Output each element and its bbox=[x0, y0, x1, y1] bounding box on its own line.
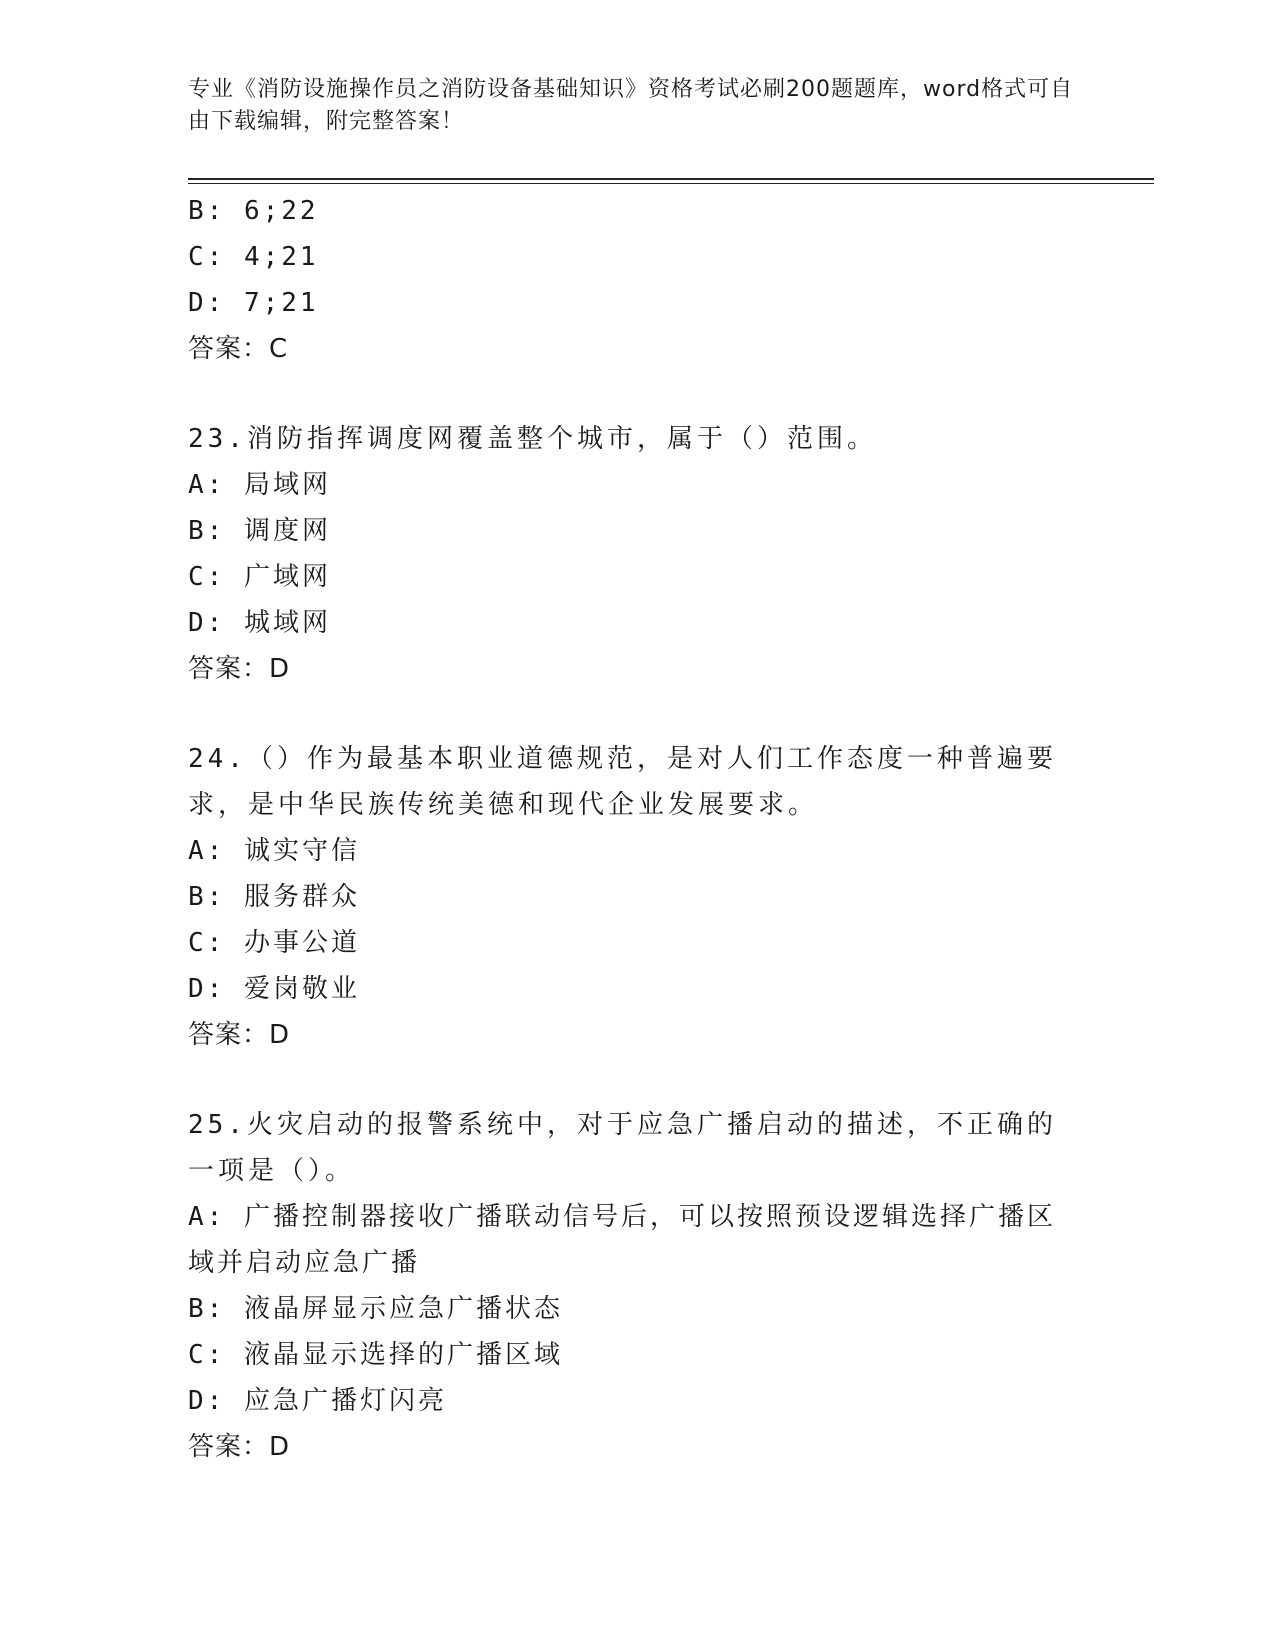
answer: 答案：D bbox=[188, 654, 291, 684]
option-b: B: 6;22 bbox=[188, 196, 319, 226]
option-c: C: 办事公道 bbox=[188, 928, 360, 958]
option-b: B: 调度网 bbox=[188, 516, 331, 546]
document-header: 专业《消防设施操作员之消防设备基础知识》资格考试必刷200题题库，word格式可自由下载编辑，附完整答案！ bbox=[188, 77, 1074, 134]
answer: 答案：D bbox=[188, 1020, 291, 1050]
question-24 bbox=[188, 736, 1078, 1058]
header-rule-thick bbox=[188, 178, 1154, 180]
question-text: 23.消防指挥调度网覆盖整个城市，属于（）范围。 bbox=[188, 424, 877, 454]
partial-question bbox=[188, 188, 1078, 372]
option-a: A: 诚实守信 bbox=[188, 836, 360, 866]
option-b: B: 服务群众 bbox=[188, 882, 360, 912]
option-a: A: 广播控制器接收广播联动信号后，可以按照预设逻辑选择广播区域并启动应急广播 bbox=[188, 1202, 1056, 1278]
option-a: A: 局域网 bbox=[188, 470, 331, 500]
option-d: D: 应急广播灯闪亮 bbox=[188, 1386, 447, 1416]
answer: 答案：D bbox=[188, 1432, 291, 1462]
question-content bbox=[188, 188, 1078, 1470]
answer: 答案：C bbox=[188, 334, 289, 364]
header-rule-thin bbox=[188, 183, 1154, 184]
option-d: D: 7;21 bbox=[188, 288, 319, 318]
option-b: B: 液晶屏显示应急广播状态 bbox=[188, 1294, 563, 1324]
option-c: C: 4;21 bbox=[188, 242, 319, 272]
option-c: C: 液晶显示选择的广播区域 bbox=[188, 1340, 563, 1370]
question-text: 25.火灾启动的报警系统中，对于应急广播启动的描述，不正确的一项是（）。 bbox=[188, 1110, 1057, 1186]
option-c: C: 广域网 bbox=[188, 562, 331, 592]
option-d: D: 爱岗敬业 bbox=[188, 974, 360, 1004]
question-23 bbox=[188, 416, 1078, 692]
question-25 bbox=[188, 1102, 1078, 1470]
question-text: 24.（）作为最基本职业道德规范，是对人们工作态度一种普遍要求，是中华民族传统美德和现代企业发展要求。 bbox=[188, 744, 1057, 820]
option-d: D: 城域网 bbox=[188, 608, 331, 638]
